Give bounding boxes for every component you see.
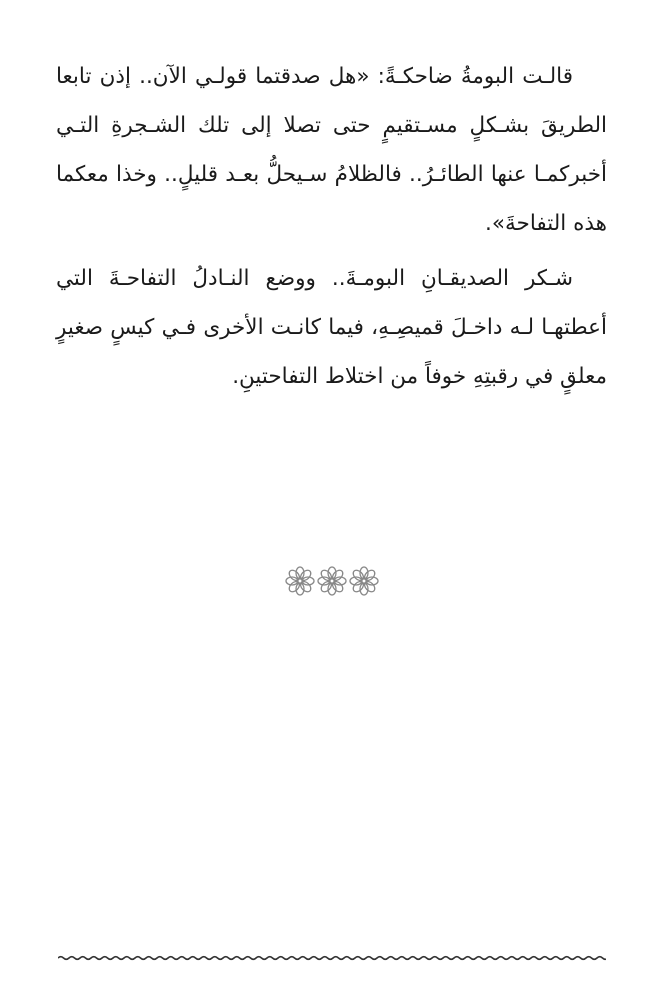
flower-icon bbox=[317, 566, 347, 596]
paragraph-owl-speech: قالـت البومةُ ضاحكـةً: «هل صدقتما قولـي الآن.. إذن تابعا الطريقَ بشـكلٍ مسـتقيمٍ حتى تصلا إلى تلك الشـجرةِ التـي أخبركمـا عنها الطائـرُ.. فالظلامُ سـيحلُّ بعـد قليلٍ.. وخذا معكما هذه التفاحةَ». bbox=[56, 64, 607, 236]
footer-wave-line bbox=[58, 952, 606, 964]
flower-icon bbox=[285, 566, 315, 596]
flower-icon bbox=[349, 566, 379, 596]
paragraph-friends-thank: شـكر الصديقـانِ البومـةَ.. ووضع النـادلُ التفاحـةَ التي أعطتهـا لـه داخـلَ قميصِـهِ، فيما كانـت الأخرى فـي كيسٍ صغيرٍ معلقٍ في رقبتِهِ خوفاً من اختلاط التفاحتينِ. bbox=[56, 266, 607, 389]
section-divider-ornament bbox=[0, 566, 663, 596]
story-text bbox=[56, 52, 607, 401]
